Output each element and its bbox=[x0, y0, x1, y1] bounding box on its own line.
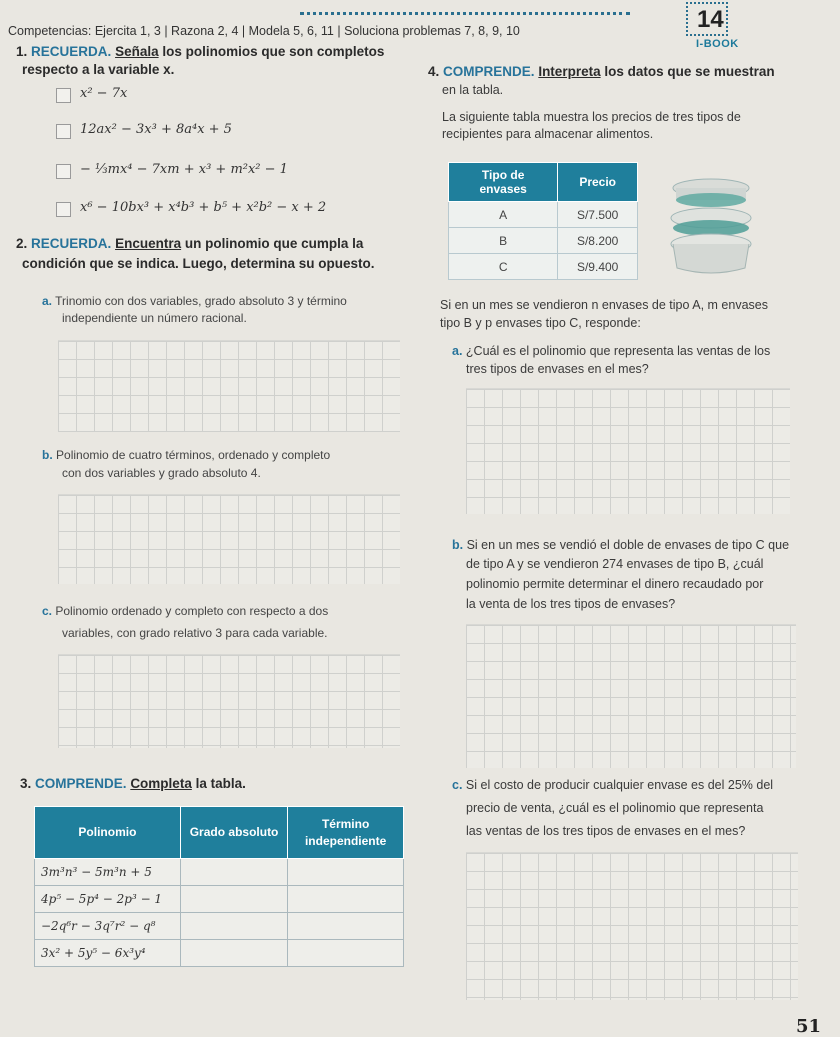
q2-verb: RECUERDA. bbox=[31, 236, 112, 251]
q4b-line3: polinomio permite determinar el dinero recaudado por bbox=[466, 577, 764, 591]
q4-number: 4. bbox=[428, 64, 440, 79]
ibook-label[interactable]: I-BOOK bbox=[696, 38, 739, 50]
q4-header-precio: Precio bbox=[558, 163, 638, 202]
table-row bbox=[35, 913, 404, 940]
q1-rest: los polinomios que son completos bbox=[162, 44, 385, 59]
q1-title-line2: respecto a la variable x. bbox=[22, 62, 175, 77]
q4-tipo-b: B bbox=[449, 228, 558, 254]
q3-grado-4[interactable] bbox=[180, 940, 287, 967]
q1-verb: RECUERDA. bbox=[31, 44, 112, 59]
q2a-text1: Trinomio con dos variables, grado absoluto 3 y término bbox=[55, 294, 347, 308]
q4-prices-table bbox=[448, 162, 638, 280]
q2c-line2: variables, con grado relativo 3 para cada variable. bbox=[62, 626, 328, 640]
table-row bbox=[35, 886, 404, 913]
q3-grado-1[interactable] bbox=[180, 859, 287, 886]
q4-precio-c: S/9.400 bbox=[558, 254, 638, 280]
q3-table bbox=[34, 806, 404, 967]
q2-underlined: Encuentra bbox=[115, 236, 182, 251]
q2b-answer-grid[interactable] bbox=[58, 494, 400, 584]
q4c-line1 bbox=[452, 778, 773, 792]
q3-poly-3: −2q⁶r − 3q⁷r² − q⁸ bbox=[35, 913, 181, 940]
q2b-letter: b. bbox=[42, 448, 53, 462]
q3-poly-4: 3x² + 5y⁵ − 6x³y⁴ bbox=[35, 940, 181, 967]
q3-termino-2[interactable] bbox=[288, 886, 404, 913]
q4-rest: los datos que se muestran bbox=[604, 64, 775, 79]
q2a-answer-grid[interactable] bbox=[58, 340, 400, 432]
q1-checkbox-3[interactable] bbox=[56, 164, 71, 179]
q4a-line1 bbox=[452, 344, 770, 358]
q3-termino-1[interactable] bbox=[288, 859, 404, 886]
q4-header-tipo: Tipo de envases bbox=[449, 163, 558, 202]
q4a-line2: tres tipos de envases en el mes? bbox=[466, 362, 649, 376]
q4-context-line2: tipo B y p envases tipo C, responde: bbox=[440, 316, 641, 330]
table-row bbox=[35, 940, 404, 967]
q3-underlined: Completa bbox=[130, 776, 192, 791]
table-row bbox=[449, 228, 638, 254]
header-dotted-rule bbox=[300, 12, 630, 15]
q4b-letter: b. bbox=[452, 538, 464, 552]
q3-verb: COMPRENDE. bbox=[35, 776, 127, 791]
food-containers-icon bbox=[668, 168, 754, 278]
table-row bbox=[449, 202, 638, 228]
q4a-letter: a. bbox=[452, 344, 463, 358]
q4-intro-line1: La siguiente tabla muestra los precios de tres tipos de bbox=[442, 110, 741, 124]
q2b-line1 bbox=[42, 448, 330, 462]
q3-header-grado: Grado absoluto bbox=[180, 807, 287, 859]
q4-underlined: Interpreta bbox=[538, 64, 601, 79]
q3-rest: la tabla. bbox=[195, 776, 246, 791]
q2-title-line2: condición que se indica. Luego, determina su opuesto. bbox=[22, 256, 375, 271]
competencias-line: Competencias: Ejercita 1, 3 | Razona 2, 4 | Modela 5, 6, 11 | Soluciona problemas 7, 8, 9, 10 bbox=[8, 24, 520, 38]
q2c-letter: c. bbox=[42, 604, 53, 618]
q2c-answer-grid[interactable] bbox=[58, 654, 400, 748]
q1-checkbox-1[interactable] bbox=[56, 88, 71, 103]
q4-precio-b: S/8.200 bbox=[558, 228, 638, 254]
q3-poly-1: 3m³n³ − 5m³n + 5 bbox=[35, 859, 181, 886]
q4b-text1: Si en un mes se vendió el doble de envases de tipo C que bbox=[466, 538, 790, 552]
q4b-line2: de tipo A y se vendieron 274 envases de tipo B, ¿cuál bbox=[466, 557, 764, 571]
q3-termino-3[interactable] bbox=[288, 913, 404, 940]
q1-title bbox=[16, 44, 384, 59]
q3-grado-2[interactable] bbox=[180, 886, 287, 913]
q2-number: 2. bbox=[16, 236, 28, 251]
q3-header-termino: Término independiente bbox=[288, 807, 404, 859]
page-number: 51 bbox=[796, 1016, 822, 1037]
q4c-line3: las ventas de los tres tipos de envases en el mes? bbox=[466, 824, 746, 838]
q4c-text1: Si el costo de producir cualquier envase es del 25% del bbox=[465, 778, 774, 792]
q1-poly-3: − ⅓mx⁴ − 7xm + x³ + m²x² − 1 bbox=[80, 162, 288, 177]
q2a-line1 bbox=[42, 294, 347, 308]
q2b-line2: con dos variables y grado absoluto 4. bbox=[62, 466, 261, 480]
q2-title bbox=[16, 236, 363, 251]
q4c-line2: precio de venta, ¿cuál es el polinomio que representa bbox=[466, 801, 764, 815]
q4-intro-line2: recipientes para almacenar alimentos. bbox=[442, 127, 654, 141]
q2c-line1 bbox=[42, 604, 328, 618]
q1-checkbox-2[interactable] bbox=[56, 124, 71, 139]
q4c-letter: c. bbox=[452, 778, 463, 792]
q3-number: 3. bbox=[20, 776, 32, 791]
q4-tipo-c: C bbox=[449, 254, 558, 280]
q4b-line4: la venta de los tres tipos de envases? bbox=[466, 597, 676, 611]
q2a-letter: a. bbox=[42, 294, 53, 308]
q4-title-line2: en la tabla. bbox=[442, 83, 504, 97]
q4-precio-a: S/7.500 bbox=[558, 202, 638, 228]
q4-verb: COMPRENDE. bbox=[443, 64, 535, 79]
q4a-answer-grid[interactable] bbox=[466, 388, 790, 514]
q2b-text1: Polinomio de cuatro términos, ordenado y completo bbox=[56, 448, 331, 462]
q2a-line2: independiente un número racional. bbox=[62, 311, 247, 325]
q3-poly-2: 4p⁵ − 5p⁴ − 2p³ − 1 bbox=[35, 886, 181, 913]
q1-underlined: Señala bbox=[115, 44, 159, 59]
q2c-text1: Polinomio ordenado y completo con respecto a dos bbox=[55, 604, 329, 618]
q4c-answer-grid[interactable] bbox=[466, 852, 798, 1000]
table-row bbox=[449, 254, 638, 280]
q4-title bbox=[428, 64, 775, 79]
q1-number: 1. bbox=[16, 44, 28, 59]
table-row bbox=[35, 859, 404, 886]
q4-tipo-a: A bbox=[449, 202, 558, 228]
q1-poly-4: x⁶ − 10bx³ + x⁴b³ + b⁵ + x²b² − x + 2 bbox=[80, 200, 327, 215]
q4b-line1 bbox=[452, 538, 789, 552]
q4a-text1: ¿Cuál es el polinomio que representa las ventas de los bbox=[465, 344, 771, 358]
q3-termino-4[interactable] bbox=[288, 940, 404, 967]
q3-grado-3[interactable] bbox=[180, 913, 287, 940]
q1-checkbox-4[interactable] bbox=[56, 202, 71, 217]
q2-rest: un polinomio que cumpla la bbox=[184, 236, 364, 251]
q1-poly-2: 12ax² − 3x³ + 8a⁴x + 5 bbox=[80, 122, 232, 137]
q1-poly-1: x² − 7x bbox=[80, 86, 128, 101]
q4-context-line1: Si en un mes se vendieron n envases de tipo A, m envases bbox=[440, 298, 768, 312]
chapter-number: 14 bbox=[697, 6, 724, 33]
q4b-answer-grid[interactable] bbox=[466, 624, 796, 768]
q3-title bbox=[20, 776, 246, 791]
q3-header-polinomio: Polinomio bbox=[35, 807, 181, 859]
